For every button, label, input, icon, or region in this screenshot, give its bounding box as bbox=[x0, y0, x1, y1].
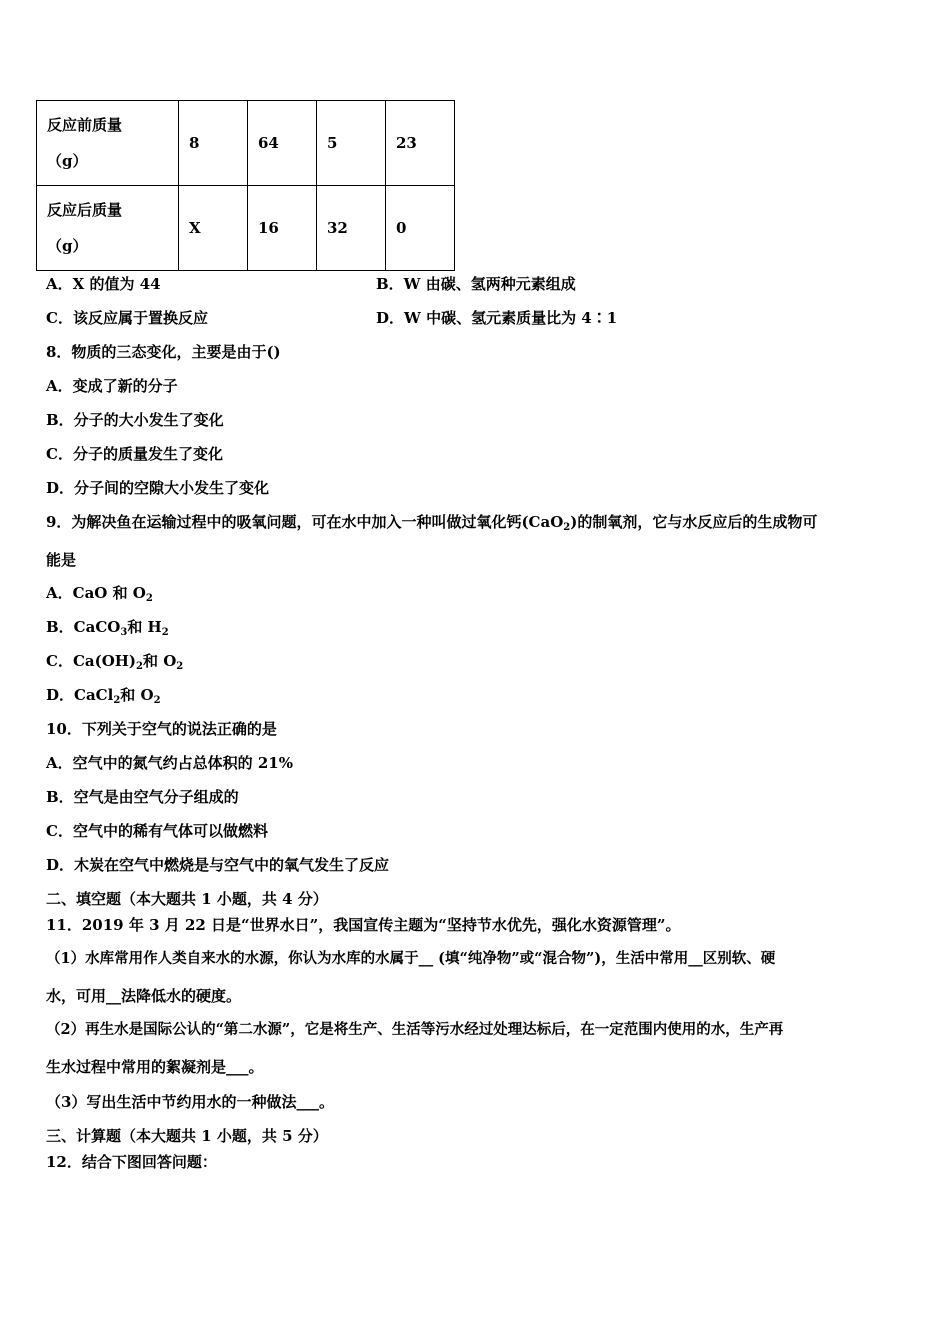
q9-option-c: C．$Ca(OH)_2$和 $O_2$ bbox=[46, 652, 184, 672]
q10-option-c: C．空气中的稀有气体可以做燃料 bbox=[46, 822, 268, 840]
q8-option-b: B．分子的大小发生了变化 bbox=[46, 411, 224, 429]
q7-option-d: D．W 中碳、氢元素质量比为 4∶1 bbox=[376, 309, 618, 327]
q10-stem: 10．下列关于空气的说法正确的是 bbox=[46, 720, 277, 738]
q9-option-a: A．CaO 和 $O_2$ bbox=[46, 584, 153, 604]
q10-option-d: D．木炭在空气中燃烧是与空气中的氧气发生了反应 bbox=[46, 856, 390, 874]
q7-option-c: C．该反应属于置换反应 bbox=[46, 309, 208, 327]
table-cell: 32 bbox=[317, 186, 386, 271]
table-row bbox=[37, 186, 455, 271]
q7-option-a: A．X 的值为 44 bbox=[46, 275, 161, 293]
q8-option-d: D．分子间的空隙大小发生了变化 bbox=[46, 479, 270, 497]
q7-option-b: B．W 由碳、氢两种元素组成 bbox=[376, 275, 576, 293]
q9-option-b: B．CaCO$_3$和 $H_2$ bbox=[46, 618, 169, 638]
q11-part1-line1: （1）水库常用作人类自来水的水源，你认为水库的水属于__ (填“纯净物”或“混合物”)，生活中常用__区别软、硬 bbox=[46, 950, 776, 967]
q11-part2-line2: 生水过程中常用的絮凝剂是___。 bbox=[46, 1058, 264, 1076]
table-cell: X bbox=[179, 186, 248, 271]
q11-part2-line1: （2）再生水是国际公认的“第二水源”，它是将生产、生活等污水经过处理达标后，在一定范围内使用的水，生产再 bbox=[46, 1021, 784, 1038]
q11-stem: 11．2019 年 3 月 22 日是“世界水日”，我国宣传主题为“坚持节水优先，强化水资源管理”。 bbox=[46, 916, 681, 934]
table-cell: 16 bbox=[248, 186, 317, 271]
row-label: 反应后质量 （g） bbox=[37, 186, 179, 271]
q12-stem: 12．结合下图回答问题： bbox=[46, 1153, 217, 1171]
q8-option-a: A．变成了新的分子 bbox=[46, 377, 178, 395]
table-row bbox=[37, 101, 455, 186]
table-cell: 64 bbox=[248, 101, 317, 186]
table-cell: 23 bbox=[386, 101, 455, 186]
q8-stem: 8．物质的三态变化，主要是由于() bbox=[46, 343, 281, 361]
q9-stem: 9．为解决鱼在运输过程中的吸氧问题，可在水中加入一种叫做过氧化钙(CaO$_2$)的制氧剂，它与水反应后的生成物可 bbox=[46, 513, 818, 533]
section2-heading: 二、填空题（本大题共 1 小题，共 4 分） bbox=[46, 890, 328, 908]
q8-option-c: C．分子的质量发生了变化 bbox=[46, 445, 223, 463]
mass-table bbox=[36, 100, 455, 271]
table-cell: 0 bbox=[386, 186, 455, 271]
q11-part1-line2: 水，可用__法降低水的硬度。 bbox=[46, 987, 242, 1005]
q9-stem-line2: 能是 bbox=[46, 551, 77, 569]
section3-heading: 三、计算题（本大题共 1 小题，共 5 分） bbox=[46, 1127, 328, 1145]
q10-option-a: A．空气中的氮气约占总体积的 21% bbox=[46, 754, 293, 772]
table-cell: 5 bbox=[317, 101, 386, 186]
q9-option-d: D．CaCl$_2$和 $O_2$ bbox=[46, 686, 161, 706]
q10-option-b: B．空气是由空气分子组成的 bbox=[46, 788, 239, 806]
q11-part3: （3）写出生活中节约用水的一种做法___。 bbox=[46, 1093, 334, 1111]
table-cell: 8 bbox=[179, 101, 248, 186]
row-label: 反应前质量 （g） bbox=[37, 101, 179, 186]
